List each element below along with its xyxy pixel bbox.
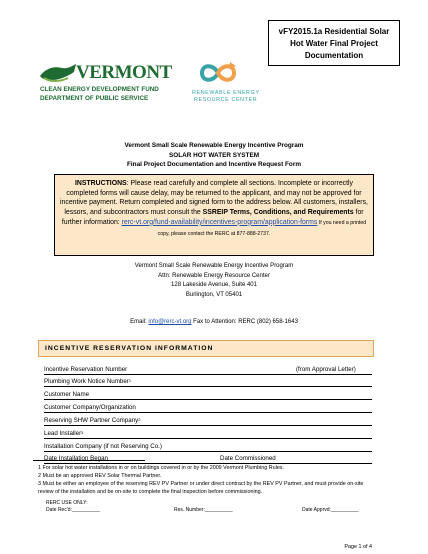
date-commissioned-label: Date Commissioned: [220, 455, 276, 462]
date-began-label: Date Installation Began: [44, 455, 108, 462]
email-link[interactable]: info@rerc-vt.org: [148, 319, 192, 325]
instructions-text: : Please read carefully and complete all sections. Incomplete or incorrectly completed forms will cause delay, may be returned to the applicant, and may not be approved for incentive payment. Return completed and signed form to the address below. All customers, installers, lessors, and subcontractors must consult the: [60, 180, 368, 217]
vermont-wordmark: VERMONT: [76, 62, 172, 83]
installation-company-label: Installation Company (if not Reserving Co.): [44, 443, 162, 450]
approval-letter-note: (from Approval Letter): [296, 366, 356, 373]
fax-info: Fax to Attention: RERC (802) 658-1643: [191, 319, 298, 325]
shw-partner-label: Reserving SHW Partner Company: [44, 417, 139, 424]
address-line-2: Attn: Renewable Energy Resource Center: [158, 272, 270, 279]
rerc-logo: [186, 58, 260, 108]
form-heading: [0, 141, 428, 170]
instructions-box: [54, 174, 374, 256]
section-header: [38, 340, 374, 357]
customer-name-field[interactable]: [44, 389, 372, 400]
address-line-4: Burlington, VT 05401: [185, 291, 243, 298]
vermont-map-icon: [38, 60, 78, 86]
recycle-arrows-icon: [196, 58, 240, 88]
address-line-1: Vermont Small Scale Renewable Energy Incentive Program: [134, 263, 294, 269]
mailing-address: [0, 262, 428, 300]
lead-installer-label: Lead Installer: [44, 430, 82, 437]
plumbing-notice-label: Plumbing Work Notice Number: [44, 378, 129, 385]
reservation-number-field[interactable]: [44, 364, 372, 375]
customer-company-field[interactable]: [44, 402, 372, 413]
rerc-line-2: RESOURCE CENTER: [194, 97, 258, 103]
shw-partner-field[interactable]: [44, 415, 372, 426]
title-line-1: vFY2015.1a Residential Solar: [278, 27, 390, 36]
email-label: Email:: [130, 319, 149, 325]
footnote-ref-2: 2: [138, 417, 141, 422]
footnote-3: 3 Must be either an employee of the reserving REV PV Partner or under direct contract by the REV PV Partner, and must provide on-site review of the installation and be on-site to complete the final inspection before commissioning.: [38, 481, 364, 495]
title-line-2: Hot Water Final Project: [290, 39, 378, 48]
instructions-label: INSTRUCTIONS: [74, 180, 127, 187]
rerc-line-1: RENEWABLE ENERGY: [192, 90, 260, 96]
rerc-use-label: RERC USE ONLY:: [46, 500, 88, 506]
page-number: Page 1 of 4: [344, 544, 372, 550]
vermont-cedf-logo: [36, 58, 172, 108]
dps-line: DEPARTMENT OF PUBLIC SERVICE: [40, 95, 149, 102]
section-title: INCENTIVE RESERVATION INFORMATION: [45, 345, 214, 352]
footnote-divider: [33, 460, 145, 461]
application-forms-link[interactable]: rerc-vt.org/fund-availability/incentives-program/application-forms: [121, 218, 318, 226]
footnote-1: 1 For solar hot water installations in or on buildings covered in or by the 2009 Vermont Plumbing Rules.: [38, 465, 285, 471]
address-line-3: 128 Lakeside Avenue, Suite 401: [171, 282, 257, 289]
rerc-use-block: [46, 500, 382, 518]
plumbing-notice-field[interactable]: [44, 376, 372, 387]
instructions-text-2: for further information:: [61, 209, 364, 226]
footnote-ref-1: 1: [128, 378, 132, 383]
printed-copy-note: If you need a printed copy, please contact the RERC at 877-888-2737.: [157, 219, 367, 237]
customer-company-label: Customer Company/Organization: [44, 404, 136, 411]
title-line-3: Documentation: [304, 51, 364, 60]
contact-line: [0, 319, 428, 325]
installation-dates-field[interactable]: [44, 453, 372, 464]
installation-company-field[interactable]: [44, 441, 372, 452]
footnote-2: 2 Must be an approved REV Solar Thermal Partner.: [38, 473, 162, 479]
system-name: SOLAR HOT WATER SYSTEM: [168, 151, 260, 159]
form-name: Final Project Documentation and Incentive Request Form: [127, 161, 301, 168]
program-name: Vermont Small Scale Renewable Energy Incentive Program: [124, 142, 304, 149]
date-received: Date Rec'd:__________: [46, 507, 100, 513]
lead-installer-field[interactable]: [44, 428, 372, 439]
reservation-number-admin: Res. Number:__________: [174, 507, 233, 513]
cedf-line: CLEAN ENERGY DEVELOPMENT FUND: [40, 86, 159, 93]
reservation-number-label: Incentive Reservation Number: [44, 366, 128, 373]
date-approved: Date Apprvd:__________: [302, 507, 359, 513]
customer-name-label: Customer Name: [44, 391, 90, 398]
document-title-box: [268, 20, 400, 66]
ssreip-terms: SSREIP Terms, Conditions, and Requirements: [202, 209, 354, 217]
footnote-ref-3: 3: [81, 430, 84, 435]
footnotes: [38, 464, 378, 496]
